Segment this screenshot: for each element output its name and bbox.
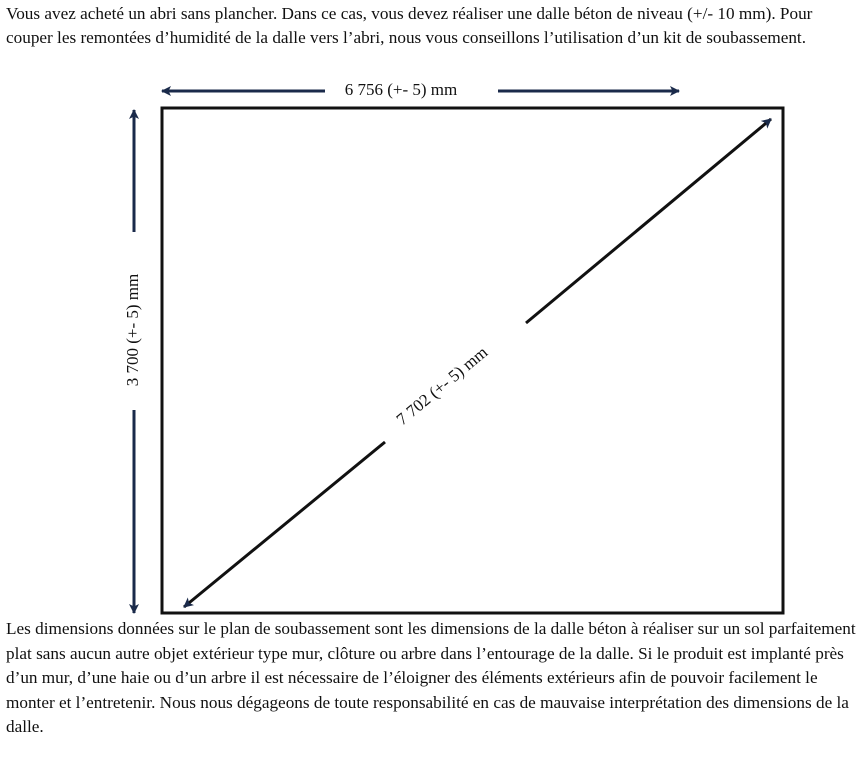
outro-paragraph: Les dimensions données sur le plan de soubassement sont les dimensions de la dalle béton à réaliser sur un sol parfaitement plat sans aucun autre objet extérieur type mur, clôture ou arbre dans l’entourage de la dalle. Si le produit est implanté près d’un mur, d’une haie ou d’un arbre il est nécessaire de l’éloigner des éléments extérieurs afin de pouvoir facilement le monter et l’entretenir. Nous nous dégageons de toute responsabilité en cas de mauvaise interprétation des dimensions de la dalle.: [6, 619, 856, 736]
diagonal-label: 7 702 (+- 5) mm: [392, 342, 492, 430]
diagonal-arrow-upper: [526, 119, 771, 323]
height-label: 3 700 (+- 5) mm: [122, 273, 142, 387]
width-label: 6 756 (+- 5) mm: [344, 79, 458, 99]
diagonal-arrow-lower: [184, 442, 385, 607]
intro-paragraph: Vous avez acheté un abri sans plancher. Dans ce cas, vous devez réaliser une dalle béton de niveau (+/- 10 mm). Pour couper les remontées d’humidité de la dalle vers l’abri, nous vous conseillons l’utilisation d’un kit de soubassement.: [6, 4, 813, 47]
